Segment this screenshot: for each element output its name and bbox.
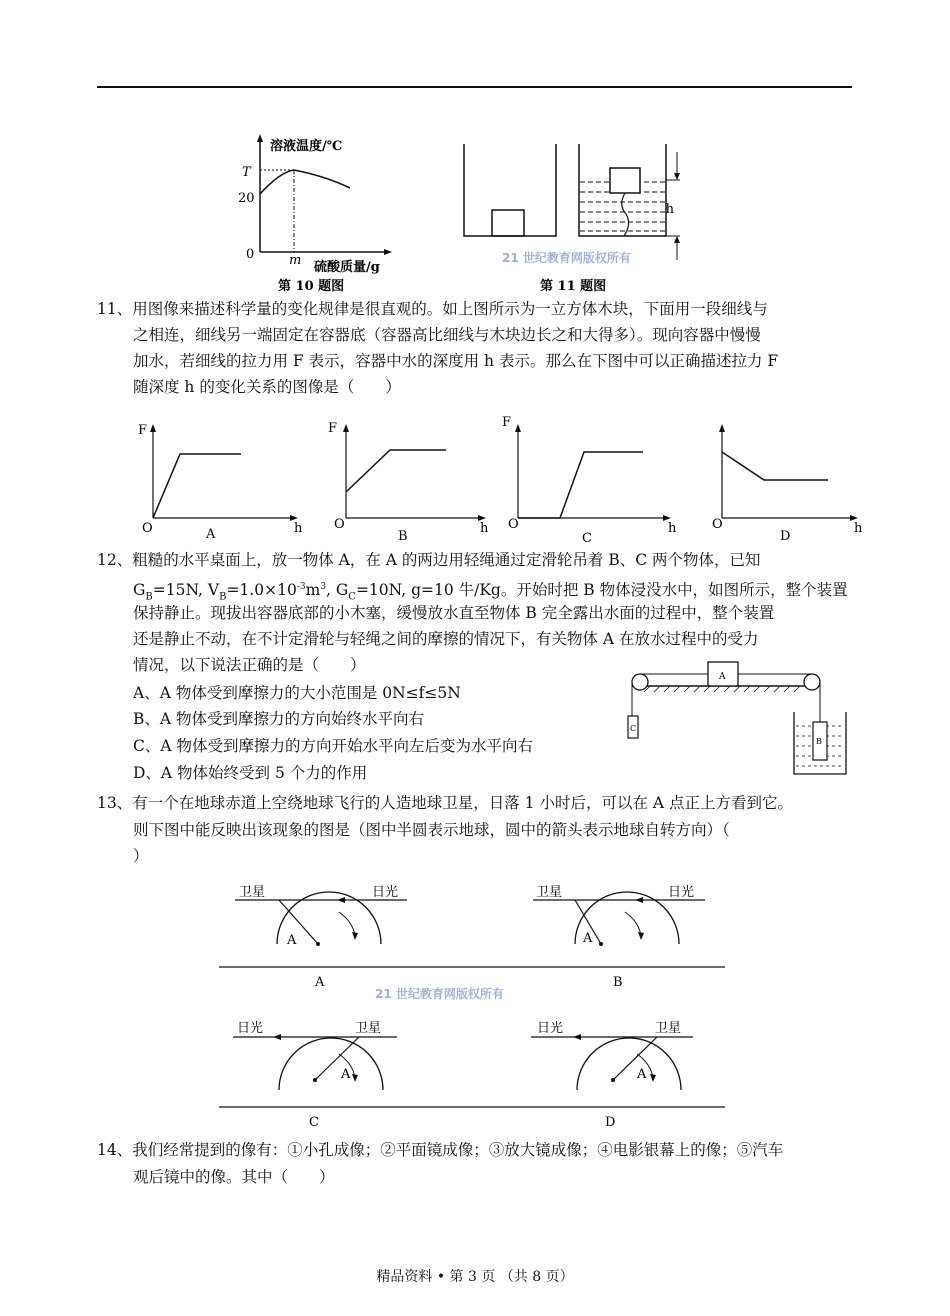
q12-line-2: $G_B=15N$, $V_B=1.0\times 10^{-3}m^3$, $G_C=10N$, g=10 牛/Kg。开始时把 B 物体浸没水中，如图所示，整个装置 bbox=[133, 581, 848, 603]
panel-c-caption: C bbox=[309, 1115, 319, 1130]
q13-line-3: ） bbox=[133, 847, 149, 865]
fig10-tick-20: 20 bbox=[238, 191, 255, 206]
figure-11 bbox=[464, 144, 680, 294]
panel-b-right: 日光 bbox=[668, 885, 695, 900]
panel-d-left: 日光 bbox=[537, 1021, 564, 1036]
graph-b bbox=[328, 421, 489, 544]
q11-graphs bbox=[120, 408, 870, 548]
q12-line-3: 保持静止。现拔出容器底部的小木塞，缓慢放水直至物体 B 完全露出水面的过程中，整个装置 bbox=[133, 604, 775, 622]
pulley-right bbox=[804, 674, 820, 690]
pulley-left bbox=[632, 674, 648, 690]
block-b-label: B bbox=[816, 737, 822, 746]
q11-line-2: 之相连，细线另一端固定在容器底（容器高比细线与木块边长之和大得多）。现向容器中慢慢 bbox=[133, 326, 761, 344]
q13-panel-a bbox=[235, 884, 407, 990]
q14-line-2: 观后镜中的像。其中（ ） bbox=[133, 1168, 335, 1186]
panel-a-left: 卫星 bbox=[239, 885, 266, 900]
q12-line-5: 情况，以下说法正确的是（ ） bbox=[133, 656, 366, 674]
graph-d-label: D bbox=[780, 529, 791, 544]
q13-panel-b bbox=[533, 884, 705, 990]
graph-c bbox=[502, 415, 677, 546]
fig10-origin: 0 bbox=[246, 247, 255, 262]
q11-line-3: 加水，若细线的拉力用 F 表示，容器中水的深度用 h 表示。那么在下图中可以正确描述拉力 F bbox=[133, 352, 779, 370]
graph-c-o: O bbox=[508, 517, 519, 532]
q13-diagrams bbox=[215, 872, 730, 1134]
fig10-xlabel: 硫酸质量/g bbox=[314, 260, 380, 275]
header-rule bbox=[97, 86, 852, 88]
graph-c-x: h bbox=[668, 521, 677, 536]
graph-a-o: O bbox=[142, 521, 153, 536]
q11-line-4: 随深度 h 的变化关系的图像是（ ） bbox=[133, 378, 401, 396]
block-a-label: A bbox=[719, 672, 726, 682]
panel-a-right: 日光 bbox=[372, 885, 399, 900]
fig11-caption: 第 11 题图 bbox=[540, 279, 607, 294]
graph-a-label: A bbox=[206, 527, 216, 542]
q12-pulley-diagram bbox=[626, 660, 848, 780]
graph-b-label: B bbox=[398, 529, 408, 544]
page-footer: 精品资料 • 第 3 页 （共 8 页） bbox=[376, 1269, 574, 1285]
graph-b-x: h bbox=[480, 521, 489, 536]
graph-b-o: O bbox=[334, 517, 345, 532]
graph-d-o: O bbox=[712, 517, 723, 532]
graph-d bbox=[712, 424, 863, 544]
fig11-h-label: h bbox=[665, 202, 674, 217]
graph-c-y: F bbox=[502, 415, 512, 430]
graph-b-y: F bbox=[328, 421, 338, 436]
panel-a-point: A bbox=[287, 933, 297, 948]
fig11-watermark: 21 世纪教育网版权所有 bbox=[502, 251, 631, 265]
q13-line-2: 则下图中能反映出该现象的图是（图中半圆表示地球，圆中的箭头表示地球自转方向）（ bbox=[133, 821, 730, 839]
q12-option-c: C、A 物体受到摩擦力的方向开始水平向左后变为水平向右 bbox=[133, 737, 533, 755]
figure-10 bbox=[238, 134, 392, 294]
panel-d-caption: D bbox=[605, 1115, 616, 1130]
fig10-caption: 第 10 题图 bbox=[278, 279, 345, 294]
q12-option-d: D、A 物体始终受到 5 个力的作用 bbox=[133, 764, 368, 782]
fig10-tick-t: T bbox=[242, 165, 251, 180]
top-figures bbox=[230, 130, 680, 295]
graph-a-y: F bbox=[138, 423, 148, 438]
graph-a-x: h bbox=[294, 521, 303, 536]
fig10-ylabel: 溶液温度/℃ bbox=[270, 139, 343, 154]
panel-a-caption: A bbox=[315, 975, 325, 990]
panel-b-left: 卫星 bbox=[536, 885, 563, 900]
panel-b-point: A bbox=[583, 931, 593, 946]
panel-c-point: A bbox=[341, 1067, 351, 1082]
q12-line-1: 12、粗糙的水平桌面上，放一物体 A，在 A 的两边用轻绳通过定滑轮吊着 B、C 两个物体，已知 bbox=[97, 551, 761, 569]
graph-a bbox=[138, 423, 303, 542]
fig10-tick-m: m bbox=[289, 253, 302, 268]
q13-panel-c bbox=[233, 1020, 397, 1130]
q12-option-b: B、A 物体受到摩擦力的方向始终水平向右 bbox=[133, 710, 425, 728]
q14-line-1: 14、我们经常提到的像有：①小孔成像；②平面镜成像；③放大镜成像；④电影银幕上的像；⑤汽车 bbox=[97, 1141, 784, 1159]
q13-line-1: 13、有一个在地球赤道上空绕地球飞行的人造地球卫星，日落 1 小时后，可以在 A 点正上方看到它。 bbox=[97, 794, 793, 812]
panel-d-point: A bbox=[637, 1067, 647, 1082]
graph-c-label: C bbox=[582, 531, 592, 546]
panel-c-left: 日光 bbox=[237, 1021, 264, 1036]
wood-block-wet bbox=[610, 168, 640, 193]
q11-line-1: 11、用图像来描述科学量的变化规律是很直观的。如上图所示为一立方体木块，下面用一段细线与 bbox=[97, 300, 768, 318]
block-c-label: C bbox=[630, 724, 637, 733]
q13-panel-d bbox=[531, 1020, 693, 1130]
wood-block-dry bbox=[492, 210, 524, 236]
panel-d-right: 卫星 bbox=[655, 1021, 682, 1036]
fig10-curve bbox=[260, 170, 350, 194]
panel-c-right: 卫星 bbox=[355, 1021, 382, 1036]
panel-b-caption: B bbox=[613, 975, 623, 990]
q13-watermark: 21 世纪教育网版权所有 bbox=[375, 987, 504, 1001]
string bbox=[622, 193, 629, 236]
q12-line-4: 还是静止不动，在不计定滑轮与轻绳之间的摩擦的情况下，有关物体 A 在放水过程中的受力 bbox=[133, 630, 759, 648]
graph-d-x: h bbox=[854, 521, 863, 536]
q12-option-a: A、A 物体受到摩擦力的大小范围是 0N≤f≤5N bbox=[133, 684, 461, 702]
